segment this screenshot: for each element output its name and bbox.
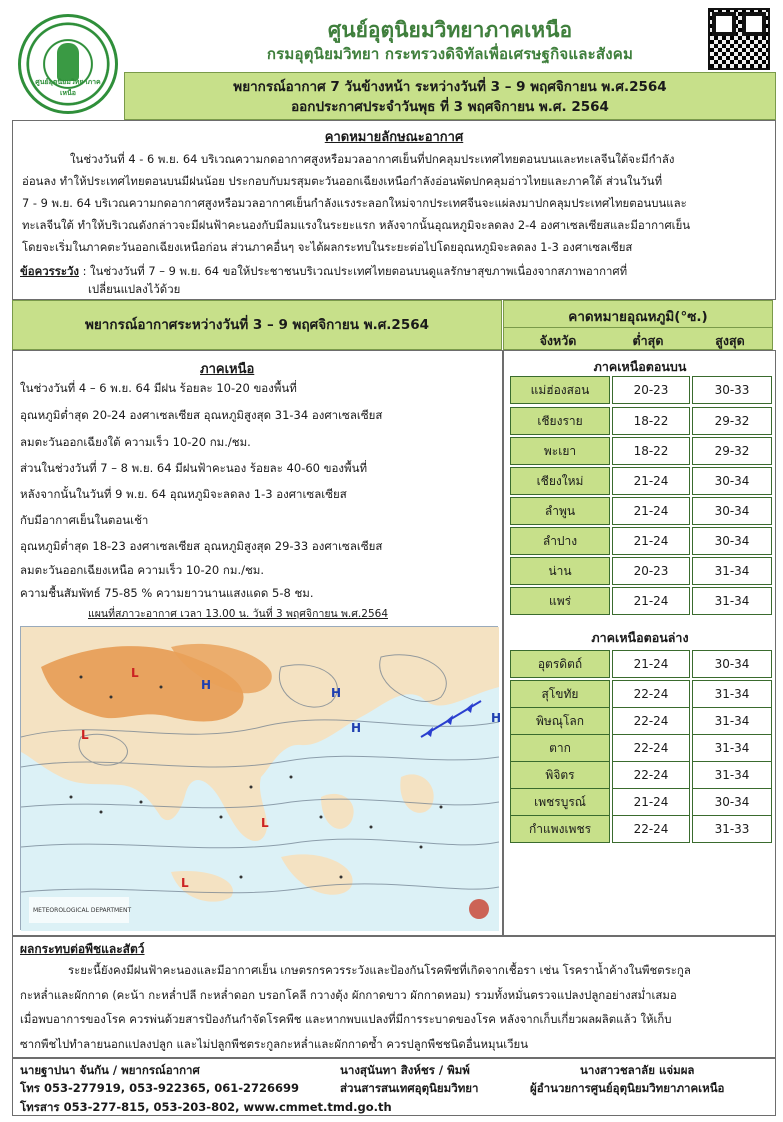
province-cell: เชียงใหม่ <box>510 467 610 495</box>
north-line: หลังจากนั้นในวันที่ 9 พ.ย. 64 อุณหภูมิจะลดลง 1-3 องศาเซลเซียส <box>20 487 347 501</box>
max-cell: 30-34 <box>692 650 772 678</box>
col-province: จังหวัด <box>539 333 577 348</box>
general-line: โดยจะเริ่มในภาคตะวันออกเฉียงเหนือก่อน ส่วนภาคอื่นๆ จะได้ผลกระทบในระยะต่อไปโดยอุณหภูมิจะลดลง 1-3 องศาเซลเซียส <box>22 240 633 254</box>
impact-line: ระยะนี้ยังคงมีฝนฟ้าคะนองและมีอากาศเย็น เกษตรกรควรระวังและป้องกันโรคพืชที่เกิดจากเชื้อรา เช่น โรคราน้ำค้างในพืชตระกูล <box>68 963 691 977</box>
table-row <box>510 734 772 762</box>
table-row <box>510 467 772 495</box>
phone-numbers: โทร 053-277919, 053-922365, 061-2726699 <box>20 1081 300 1095</box>
min-cell: 22-24 <box>612 761 690 789</box>
min-cell: 21-24 <box>612 587 690 615</box>
min-cell: 22-24 <box>612 734 690 762</box>
min-cell: 18-22 <box>612 437 690 465</box>
north-line: ลมตะวันออกเฉียงใต้ ความเร็ว 10-20 กม./ชม. <box>20 435 251 449</box>
caution-text: : ในช่วงวันที่ 7 – 9 พ.ย. 64 ขอให้ประชาชนบริเวณประเทศไทยตอนบนดูแลรักษาสุขภาพเนื่องจากสภาพอากาศที่ <box>82 264 628 278</box>
logo-text: ศูนย์อุตุนิยมวิทยาภาคเหนือ <box>35 78 101 97</box>
general-line: ในช่วงวันที่ 4 - 6 พ.ย. 64 บริเวณความกดอากาศสูงหรือมวลอากาศเย็นที่ปกคลุมประเทศไทยตอนบนและทะเลจีนใต้จะมีกำลัง <box>70 152 675 166</box>
emblem-figure-icon <box>57 43 79 81</box>
min-cell: 21-24 <box>612 527 690 555</box>
min-cell: 21-24 <box>612 497 690 525</box>
typist-name: นางสุนันทา สิงห์ชร / พิมพ์ <box>340 1063 470 1077</box>
impact-line: ซากพืชไปทำลายนอกแปลงปลูก และไม่ปลูกพืชตระกูลกะหล่ำและผักกาดซ้ำ ควรปลูกพืชชนิดอื่นหมุนเวียน <box>20 1036 529 1051</box>
col-min: ต่ำสุด <box>632 333 664 348</box>
table-row <box>510 707 772 735</box>
general-forecast-title: คาดหมายลักษณะอากาศ <box>324 130 464 145</box>
max-cell: 30-34 <box>692 497 772 525</box>
caution-label: ข้อควรระวัง <box>20 264 79 278</box>
province-cell: แม่ฮ่องสอน <box>510 376 610 404</box>
table-row <box>510 437 772 465</box>
svg-text:H: H <box>491 711 502 725</box>
province-cell: พิจิตร <box>510 761 610 789</box>
province-cell: ตาก <box>510 734 610 762</box>
north-line: กับมีอากาศเย็นในตอนเช้า <box>20 513 149 527</box>
department-logo <box>18 14 118 114</box>
north-title: ภาคเหนือ <box>200 362 255 377</box>
table-row <box>510 680 772 708</box>
center-name: ศูนย์อุตุนิยมวิทยาภาคเหนือ <box>327 17 573 42</box>
temperature-header-title: คาดหมายอุณหภูมิ(°ซ.) <box>568 309 708 325</box>
table-row <box>510 527 772 555</box>
upper-north-title: ภาคเหนือตอนบน <box>593 359 687 374</box>
col-max: สูงสุด <box>715 333 745 348</box>
banner-issued: ออกประกาศประจำวันพุธ ที่ 3 พฤศจิกายน พ.ศ. 2564 <box>291 99 609 115</box>
max-cell: 31-34 <box>692 761 772 789</box>
typist-unit: ส่วนสารสนเทศอุตุนิยมวิทยา <box>340 1081 479 1095</box>
max-cell: 31-33 <box>692 815 772 843</box>
table-row <box>510 815 772 843</box>
min-cell: 22-24 <box>612 707 690 735</box>
max-cell: 30-34 <box>692 788 772 816</box>
svg-text:H: H <box>351 721 362 735</box>
province-cell: กำแพงเพชร <box>510 815 610 843</box>
province-cell: เพชรบูรณ์ <box>510 788 610 816</box>
map-caption: แผนที่สภาวะอากาศ เวลา 13.00 น. วันที่ 3 พฤศจิกายน พ.ศ.2564 <box>88 608 388 620</box>
svg-text:H: H <box>331 686 342 700</box>
max-cell: 31-34 <box>692 707 772 735</box>
table-row <box>510 376 772 404</box>
temperature-header-columns <box>504 327 772 351</box>
svg-text:L: L <box>131 666 139 680</box>
table-row <box>510 587 772 615</box>
max-cell: 31-34 <box>692 587 772 615</box>
province-cell: อุตรดิตถ์ <box>510 650 610 678</box>
fax-and-website: โทรสาร 053-277-815, 053-203-802, www.cmmet.tmd.go.th <box>20 1100 392 1114</box>
director-title: ผู้อำนวยการศูนย์อุตุนิยมวิทยาภาคเหนือ <box>530 1081 725 1095</box>
max-cell: 31-34 <box>692 734 772 762</box>
min-cell: 21-24 <box>612 467 690 495</box>
general-line: อ่อนลง ทำให้ประเทศไทยตอนบนมีฝนน้อย ประกอบกับมรสุมตะวันออกเฉียงเหนือกำลังอ่อนพัดปกคลุมอ่าวไทยและภาคใต้ ส่วนในวันที่ <box>22 174 663 188</box>
forecast-banner <box>124 72 776 120</box>
forecast-period-band: พยากรณ์อากาศระหว่างวันที่ 3 – 9 พฤศจิกายน พ.ศ.2564 <box>12 300 502 350</box>
caution-text-cont: เปลี่ยนแปลงไว้ด้วย <box>88 282 181 296</box>
max-cell: 30-34 <box>692 527 772 555</box>
lower-north-title: ภาคเหนือตอนล่าง <box>591 630 689 645</box>
province-cell: แพร่ <box>510 587 610 615</box>
province-cell: พิษณุโลก <box>510 707 610 735</box>
north-line: ลมตะวันออกเฉียงเหนือ ความเร็ว 10-20 กม./ชม. <box>20 563 265 577</box>
max-cell: 31-34 <box>692 557 772 585</box>
svg-text:L: L <box>81 728 89 742</box>
province-cell: เชียงราย <box>510 407 610 435</box>
province-cell: พะเยา <box>510 437 610 465</box>
table-row <box>510 497 772 525</box>
max-cell: 30-33 <box>692 376 772 404</box>
min-cell: 18-22 <box>612 407 690 435</box>
table-row <box>510 557 772 585</box>
impact-title: ผลกระทบต่อพืชและสัตว์ <box>20 942 145 956</box>
max-cell: 29-32 <box>692 407 772 435</box>
min-cell: 22-24 <box>612 815 690 843</box>
province-cell: ลำพูน <box>510 497 610 525</box>
north-line: ในช่วงวันที่ 4 – 6 พ.ย. 64 มีฝน ร้อยละ 10-20 ของพื้นที่ <box>20 381 297 395</box>
svg-text:H: H <box>201 678 212 692</box>
max-cell: 30-34 <box>692 467 772 495</box>
weather-map[interactable] <box>20 626 502 930</box>
svg-text:L: L <box>181 876 189 890</box>
table-row <box>510 788 772 816</box>
svg-text:L: L <box>261 816 269 830</box>
min-cell: 21-24 <box>612 788 690 816</box>
weather-map-drawing <box>21 627 502 931</box>
north-line: ส่วนในช่วงวันที่ 7 – 8 พ.ย. 64 มีฝนฟ้าคะนอง ร้อยละ 40-60 ของพื้นที่ <box>20 461 368 475</box>
temperature-header <box>503 300 773 350</box>
general-line: ทะเลจีนใต้ ทำให้บริเวณดังกล่าวจะมีฝนฟ้าคะนองกับมีลมแรงในระยะแรก หลังจากนั้นอุณหภูมิจะลดลง 2-4 องศาเซลเซียสและมีอากาศเย็น <box>22 218 691 232</box>
min-cell: 22-24 <box>612 680 690 708</box>
max-cell: 31-34 <box>692 680 772 708</box>
impact-text <box>20 958 765 1056</box>
table-row <box>510 650 772 678</box>
table-row <box>510 407 772 435</box>
province-cell: สุโขทัย <box>510 680 610 708</box>
impact-line: เมื่อพบอาการของโรค ควรพ่นด้วยสารป้องกันกำจัดโรคพืช และหากพบแปลงที่มีการระบาดของโรค หลังจากเก็บเกี่ยวผลผลิตแล้ว ให้เก็บ <box>20 1012 672 1026</box>
north-line: อุณหภูมิต่ำสุด 20-24 องศาเซลเซียส อุณหภูมิสูงสุด 31-34 องศาเซลเซียส <box>20 408 383 422</box>
director-name: นางสาวชลาลัย แจ่มผล <box>580 1063 695 1077</box>
general-forecast-text <box>22 148 772 258</box>
province-cell: น่าน <box>510 557 610 585</box>
table-row <box>510 761 772 789</box>
map-stamp: METEOROLOGICAL DEPARTMENT <box>33 907 132 914</box>
max-cell: 29-32 <box>692 437 772 465</box>
general-line: 7 - 9 พ.ย. 64 บริเวณความกดอากาศสูงหรือมวลอากาศเย็นกำลังแรงระลอกใหม่จากประเทศจีนจะแผ่ลงมาปกคลุมประเทศไทยตอนบนและ <box>22 196 687 210</box>
forecaster-name: นายฐาปนา จันกัน / พยากรณ์อากาศ <box>20 1063 200 1077</box>
north-line: อุณหภูมิต่ำสุด 18-23 องศาเซลเซียส อุณหภูมิสูงสุด 29-33 องศาเซลเซียส <box>20 539 383 553</box>
min-cell: 20-23 <box>612 376 690 404</box>
north-line: ความชื้นสัมพัทธ์ 75-85 % ความยาวนานแสงแดด 5-8 ชม. <box>20 586 314 600</box>
department-name: กรมอุตุนิยมวิทยา กระทรวงดิจิทัลเพื่อเศรษฐกิจและสังคม <box>266 45 634 63</box>
min-cell: 21-24 <box>612 650 690 678</box>
qr-code-icon[interactable] <box>708 8 770 70</box>
caution-block <box>20 262 770 298</box>
province-cell: ลำปาง <box>510 527 610 555</box>
banner-period: พยากรณ์อากาศ 7 วันข้างหน้า ระหว่างวันที่ 3 – 9 พฤศจิกายน พ.ศ.2564 <box>233 79 667 95</box>
impact-line: กะหล่ำและผักกาด (คะน้า กะหล่ำปลี กะหล่ำดอก บรอกโคลี กวางตุ้ง ผักกาดขาว ผักกาดหอม) รวมทั้งหมั่นตรวจแปลงปลูกอย่างสม่ำเสมอ <box>20 987 677 1002</box>
min-cell: 20-23 <box>612 557 690 585</box>
